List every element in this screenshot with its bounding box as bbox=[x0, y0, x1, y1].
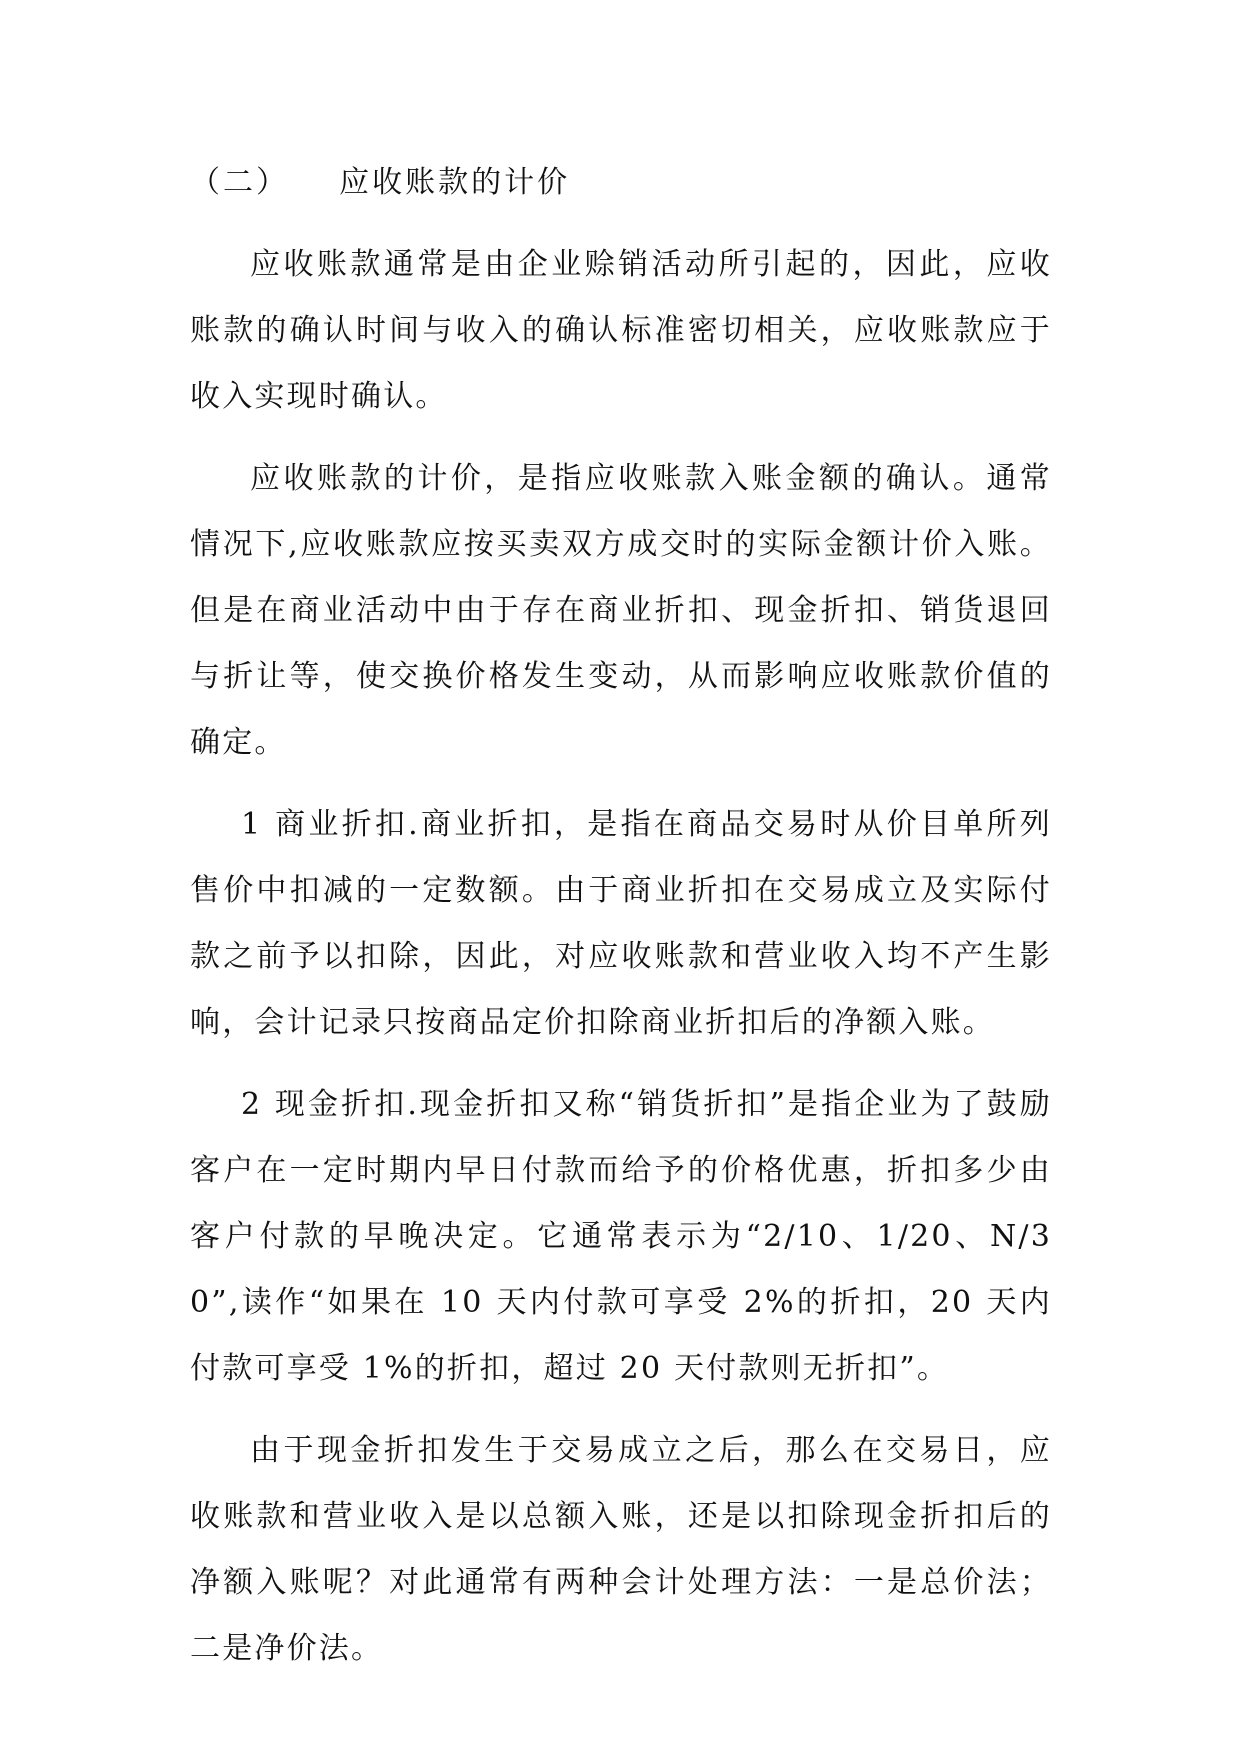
document-body bbox=[190, 150, 1052, 1682]
paragraph-trade-discount: 1 商业折扣.商业折扣，是指在商品交易时从价目单所列售价中扣减的一定数额。由于商业折扣在交易成立及实际付款之前予以扣除，因此，对应收账款和营业收入均不产生影响，会计记录只按商品定价扣除商业折扣后的净额入账。 bbox=[190, 807, 1052, 1040]
paragraph-valuation: 应收账款的计价，是指应收账款入账金额的确认。通常情况下,应收账款应按买卖双方成交时的实际金额计价入账。但是在商业活动中由于存在商业折扣、现金折扣、销货退回与折让等，使交换价格发生变动，从而影响应收账款价值的确定。 bbox=[190, 461, 1052, 760]
paragraph-cash-discount: 2 现金折扣.现金折扣又称“销货折扣”是指企业为了鼓励客户在一定时期内早日付款而给予的价格优惠，折扣多少由客户付款的早晚决定。它通常表示为“2/10、1/20、N/30”,读作“如果在 10 天内付款可享受 2%的折扣，20 天内付款可享受 1%的折扣，超过 20 天付款则无折扣”。 bbox=[190, 1087, 1052, 1386]
section-heading: （二） 应收账款的计价 bbox=[190, 165, 571, 200]
paragraph-recognition: 应收账款通常是由企业赊销活动所引起的，因此，应收账款的确认时间与收入的确认标准密切相关，应收账款应于收入实现时确认。 bbox=[190, 247, 1052, 414]
paragraph-accounting-methods: 由于现金折扣发生于交易成立之后，那么在交易日，应收账款和营业收入是以总额入账，还是以扣除现金折扣后的净额入账呢？对此通常有两种会计处理方法：一是总价法；二是净价法。 bbox=[190, 1433, 1052, 1666]
